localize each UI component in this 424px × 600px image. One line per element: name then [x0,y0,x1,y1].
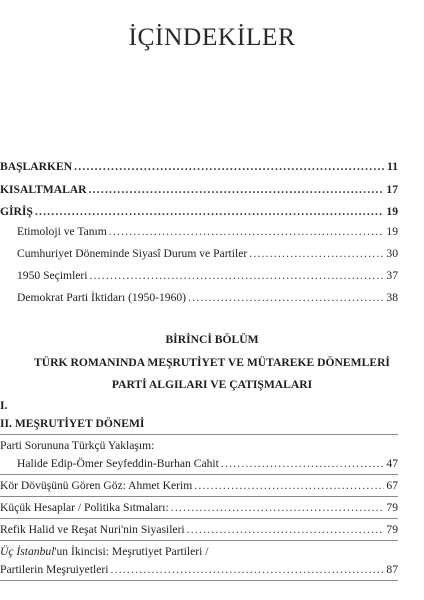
entry-divider [0,580,398,581]
section-divider [0,434,398,435]
toc-page-number: 47 [386,457,398,470]
dot-leader [35,202,385,222]
section-heading-i[interactable]: I. [0,399,8,412]
toc-entry-uc-istanbul[interactable] [0,560,424,580]
toc-page-number: 17 [386,183,398,196]
toc-entry-label: Partilerin Meşruiyetleri [0,563,109,576]
toc-entry-giris[interactable] [0,202,424,222]
entry-divider [0,496,398,497]
toc-entry-demokrat-parti[interactable] [0,288,424,308]
toc-page-number: 37 [386,269,398,282]
toc-entry-label: Etimoloji ve Tanım [17,225,107,238]
dot-leader [89,180,385,200]
toc-entry-1950[interactable] [0,266,424,286]
dot-leader [221,454,385,474]
toc-page-number: 30 [386,247,398,260]
toc-entry-kucuk-hesaplar[interactable] [0,498,424,518]
toc-entry-label: Halide Edip-Ömer Seyfeddin-Burhan Cahit [17,457,219,470]
dot-leader [109,222,385,242]
toc-entry-label: Cumhuriyet Döneminde Siyasî Durum ve Partiler [17,247,248,260]
section-heading-ii[interactable]: II. MEŞRUTİYET DÖNEMİ [0,417,145,430]
label-rest: 'un İkincisi: Meşrutiyet Partileri / [54,545,209,558]
dot-leader [90,266,385,286]
toc-entry-label[interactable]: Parti Sorununa Türkçü Yaklaşım: [0,439,155,452]
toc-page-number: 87 [386,563,398,576]
dot-leader [194,476,384,496]
toc-entry-cumhuriyet[interactable] [0,244,424,264]
dot-leader [74,157,385,177]
toc-entry-kisaltmalar[interactable] [0,180,424,200]
toc-page-number: 11 [387,160,398,173]
toc-entry-ahmet-kerim[interactable] [0,476,424,496]
dot-leader [188,288,384,308]
entry-divider [0,540,398,541]
entry-divider [0,518,398,519]
toc-page-number: 67 [386,479,398,492]
toc-page-number: 19 [386,205,398,218]
toc-page-number: 38 [386,291,398,304]
toc-page-number: 79 [386,523,398,536]
part-title-line-1: TÜRK ROMANINDA MEŞRUTİYET VE MÜTAREKE DÖNEMLERİ [34,356,390,369]
toc-page-number: 19 [386,225,398,238]
toc-entry-label: Küçük Hesaplar / Politika Sıtmaları: [0,501,169,514]
toc-entry-label-line-1[interactable] [0,542,209,562]
part-title-line-2: PARTİ ALGILARI VE ÇATIŞMALARI [111,378,313,391]
toc-entry-label: GİRİŞ [0,205,33,218]
toc-entry-label: KISALTMALAR [0,183,87,196]
page-title: İÇİNDEKİLER [128,22,296,51]
toc-entry-label: 1950 Seçimleri [17,269,88,282]
toc-page-number: 79 [386,501,398,514]
toc-entry-etimoloji[interactable] [0,222,424,242]
italic-title: Üç İstanbul [0,545,55,558]
part-number: BİRİNCİ BÖLÜM [165,333,259,346]
toc-entry-baslarken[interactable] [0,157,424,177]
toc-entry-refik-halid[interactable] [0,520,424,540]
dot-leader [249,244,384,264]
entry-divider [0,474,398,475]
toc-entry-label: Demokrat Parti İktidarı (1950-1960) [17,291,187,304]
dot-leader [111,560,385,580]
toc-entry-turkcu-yaklasim[interactable] [0,454,424,474]
toc-entry-label: Refik Halid ve Reşat Nuri'nin Siyasileri [0,523,185,536]
toc-entry-label: Kör Dövüşünü Gören Göz: Ahmet Kerim [0,479,193,492]
dot-leader [187,520,385,540]
dot-leader [171,498,385,518]
toc-entry-label: BAŞLARKEN [0,160,73,173]
